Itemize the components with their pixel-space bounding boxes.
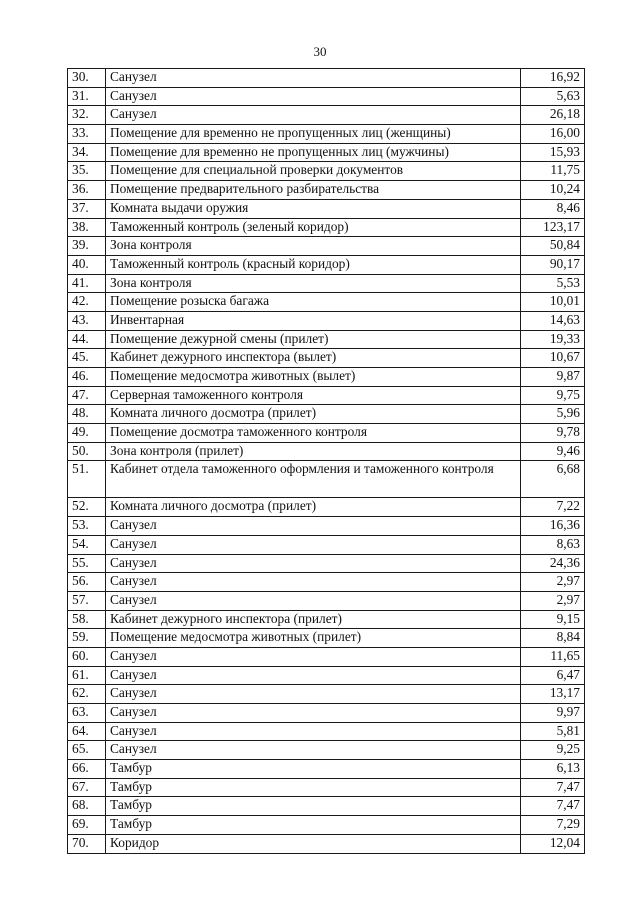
room-name-cell: Помещение предварительного разбирательства	[106, 181, 521, 200]
room-area-cell: 50,84	[521, 237, 585, 256]
room-area-cell: 9,87	[521, 368, 585, 387]
room-area-cell: 123,17	[521, 218, 585, 237]
room-name-cell: Помещение для специальной проверки документов	[106, 162, 521, 181]
row-number-cell: 46.	[68, 368, 106, 387]
table-row	[68, 741, 585, 760]
room-area-cell: 8,46	[521, 199, 585, 218]
room-area-cell: 16,36	[521, 517, 585, 536]
room-area-cell: 10,67	[521, 349, 585, 368]
row-number-cell: 35.	[68, 162, 106, 181]
room-name-cell: Санузел	[106, 517, 521, 536]
room-area-cell: 9,78	[521, 424, 585, 443]
table-row	[68, 368, 585, 387]
row-number-cell: 36.	[68, 181, 106, 200]
room-name-cell: Санузел	[106, 106, 521, 125]
row-number-cell: 59.	[68, 629, 106, 648]
table-row	[68, 554, 585, 573]
table-row	[68, 125, 585, 144]
room-area-cell: 10,24	[521, 181, 585, 200]
room-name-cell: Инвентарная	[106, 311, 521, 330]
table-row	[68, 591, 585, 610]
row-number-cell: 32.	[68, 106, 106, 125]
row-number-cell: 65.	[68, 741, 106, 760]
room-name-cell: Санузел	[106, 554, 521, 573]
table-row	[68, 199, 585, 218]
room-area-cell: 6,47	[521, 666, 585, 685]
table-row	[68, 498, 585, 517]
table-row	[68, 218, 585, 237]
room-name-cell: Помещение дежурной смены (прилет)	[106, 330, 521, 349]
room-name-cell: Тамбур	[106, 816, 521, 835]
row-number-cell: 43.	[68, 311, 106, 330]
room-name-cell: Санузел	[106, 685, 521, 704]
row-number-cell: 40.	[68, 255, 106, 274]
room-area-cell: 9,97	[521, 704, 585, 723]
row-number-cell: 37.	[68, 199, 106, 218]
room-area-cell: 7,29	[521, 816, 585, 835]
room-area-cell: 13,17	[521, 685, 585, 704]
table-row	[68, 106, 585, 125]
table-row	[68, 778, 585, 797]
table-row	[68, 573, 585, 592]
table-row	[68, 87, 585, 106]
room-area-cell: 26,18	[521, 106, 585, 125]
row-number-cell: 52.	[68, 498, 106, 517]
row-number-cell: 69.	[68, 816, 106, 835]
room-area-cell: 14,63	[521, 311, 585, 330]
table-row	[68, 797, 585, 816]
room-name-cell: Тамбур	[106, 760, 521, 779]
room-name-cell: Санузел	[106, 666, 521, 685]
room-name-cell: Комната личного досмотра (прилет)	[106, 498, 521, 517]
table-row	[68, 274, 585, 293]
table-row	[68, 517, 585, 536]
rooms-table-body	[68, 69, 585, 854]
room-name-cell: Коридор	[106, 834, 521, 853]
table-row	[68, 330, 585, 349]
table-row	[68, 349, 585, 368]
room-area-cell: 7,47	[521, 797, 585, 816]
row-number-cell: 50.	[68, 442, 106, 461]
room-area-cell: 16,92	[521, 69, 585, 88]
room-name-cell: Серверная таможенного контроля	[106, 386, 521, 405]
row-number-cell: 61.	[68, 666, 106, 685]
row-number-cell: 47.	[68, 386, 106, 405]
table-row	[68, 181, 585, 200]
table-row	[68, 647, 585, 666]
room-area-cell: 5,53	[521, 274, 585, 293]
room-area-cell: 10,01	[521, 293, 585, 312]
room-name-cell: Кабинет отдела таможенного оформления и таможенного контроля	[106, 461, 521, 498]
room-name-cell: Комната личного досмотра (прилет)	[106, 405, 521, 424]
room-name-cell: Санузел	[106, 87, 521, 106]
room-name-cell: Санузел	[106, 722, 521, 741]
room-area-cell: 9,46	[521, 442, 585, 461]
table-row	[68, 816, 585, 835]
room-area-cell: 2,97	[521, 573, 585, 592]
rooms-table	[67, 68, 585, 854]
table-row	[68, 442, 585, 461]
row-number-cell: 64.	[68, 722, 106, 741]
room-name-cell: Помещение медосмотра животных (прилет)	[106, 629, 521, 648]
room-name-cell: Санузел	[106, 573, 521, 592]
room-area-cell: 2,97	[521, 591, 585, 610]
room-area-cell: 6,13	[521, 760, 585, 779]
room-area-cell: 5,63	[521, 87, 585, 106]
row-number-cell: 58.	[68, 610, 106, 629]
room-area-cell: 11,65	[521, 647, 585, 666]
room-area-cell: 8,63	[521, 535, 585, 554]
row-number-cell: 53.	[68, 517, 106, 536]
row-number-cell: 30.	[68, 69, 106, 88]
room-area-cell: 9,75	[521, 386, 585, 405]
table-row	[68, 69, 585, 88]
row-number-cell: 54.	[68, 535, 106, 554]
room-area-cell: 7,22	[521, 498, 585, 517]
room-area-cell: 5,81	[521, 722, 585, 741]
room-area-cell: 9,25	[521, 741, 585, 760]
row-number-cell: 34.	[68, 143, 106, 162]
room-name-cell: Таможенный контроль (красный коридор)	[106, 255, 521, 274]
row-number-cell: 31.	[68, 87, 106, 106]
row-number-cell: 68.	[68, 797, 106, 816]
room-name-cell: Санузел	[106, 591, 521, 610]
room-name-cell: Помещение розыска багажа	[106, 293, 521, 312]
row-number-cell: 39.	[68, 237, 106, 256]
table-row	[68, 237, 585, 256]
table-row	[68, 535, 585, 554]
room-area-cell: 9,15	[521, 610, 585, 629]
room-name-cell: Помещение досмотра таможенного контроля	[106, 424, 521, 443]
row-number-cell: 49.	[68, 424, 106, 443]
room-area-cell: 8,84	[521, 629, 585, 648]
row-number-cell: 38.	[68, 218, 106, 237]
row-number-cell: 67.	[68, 778, 106, 797]
row-number-cell: 48.	[68, 405, 106, 424]
room-name-cell: Санузел	[106, 647, 521, 666]
table-row	[68, 722, 585, 741]
room-name-cell: Санузел	[106, 741, 521, 760]
row-number-cell: 45.	[68, 349, 106, 368]
row-number-cell: 44.	[68, 330, 106, 349]
room-name-cell: Зона контроля (прилет)	[106, 442, 521, 461]
room-name-cell: Санузел	[106, 704, 521, 723]
room-area-cell: 12,04	[521, 834, 585, 853]
room-name-cell: Помещение для временно не пропущенных лиц (мужчины)	[106, 143, 521, 162]
table-row	[68, 834, 585, 853]
room-name-cell: Помещение медосмотра животных (вылет)	[106, 368, 521, 387]
row-number-cell: 55.	[68, 554, 106, 573]
room-area-cell: 24,36	[521, 554, 585, 573]
room-name-cell: Таможенный контроль (зеленый коридор)	[106, 218, 521, 237]
room-name-cell: Комната выдачи оружия	[106, 199, 521, 218]
room-name-cell: Помещение для временно не пропущенных лиц (женщины)	[106, 125, 521, 144]
table-row	[68, 461, 585, 498]
table-row	[68, 386, 585, 405]
table-row	[68, 760, 585, 779]
room-name-cell: Санузел	[106, 535, 521, 554]
page-number: 30	[313, 44, 327, 59]
room-name-cell: Санузел	[106, 69, 521, 88]
row-number-cell: 51.	[68, 461, 106, 498]
table-row	[68, 405, 585, 424]
row-number-cell: 63.	[68, 704, 106, 723]
table-row	[68, 704, 585, 723]
row-number-cell: 56.	[68, 573, 106, 592]
room-name-cell: Зона контроля	[106, 237, 521, 256]
row-number-cell: 57.	[68, 591, 106, 610]
room-area-cell: 11,75	[521, 162, 585, 181]
room-name-cell: Тамбур	[106, 797, 521, 816]
room-area-cell: 16,00	[521, 125, 585, 144]
table-row	[68, 685, 585, 704]
room-area-cell: 6,68	[521, 461, 585, 498]
table-row	[68, 255, 585, 274]
row-number-cell: 66.	[68, 760, 106, 779]
row-number-cell: 62.	[68, 685, 106, 704]
room-area-cell: 7,47	[521, 778, 585, 797]
table-row	[68, 629, 585, 648]
table-row	[68, 610, 585, 629]
room-name-cell: Тамбур	[106, 778, 521, 797]
table-row	[68, 666, 585, 685]
table-row	[68, 143, 585, 162]
row-number-cell: 60.	[68, 647, 106, 666]
row-number-cell: 42.	[68, 293, 106, 312]
row-number-cell: 41.	[68, 274, 106, 293]
row-number-cell: 70.	[68, 834, 106, 853]
table-row	[68, 424, 585, 443]
room-area-cell: 15,93	[521, 143, 585, 162]
room-area-cell: 19,33	[521, 330, 585, 349]
table-row	[68, 162, 585, 181]
table-row	[68, 293, 585, 312]
table-row	[68, 311, 585, 330]
room-name-cell: Зона контроля	[106, 274, 521, 293]
room-name-cell: Кабинет дежурного инспектора (вылет)	[106, 349, 521, 368]
room-area-cell: 5,96	[521, 405, 585, 424]
row-number-cell: 33.	[68, 125, 106, 144]
room-name-cell: Кабинет дежурного инспектора (прилет)	[106, 610, 521, 629]
room-area-cell: 90,17	[521, 255, 585, 274]
